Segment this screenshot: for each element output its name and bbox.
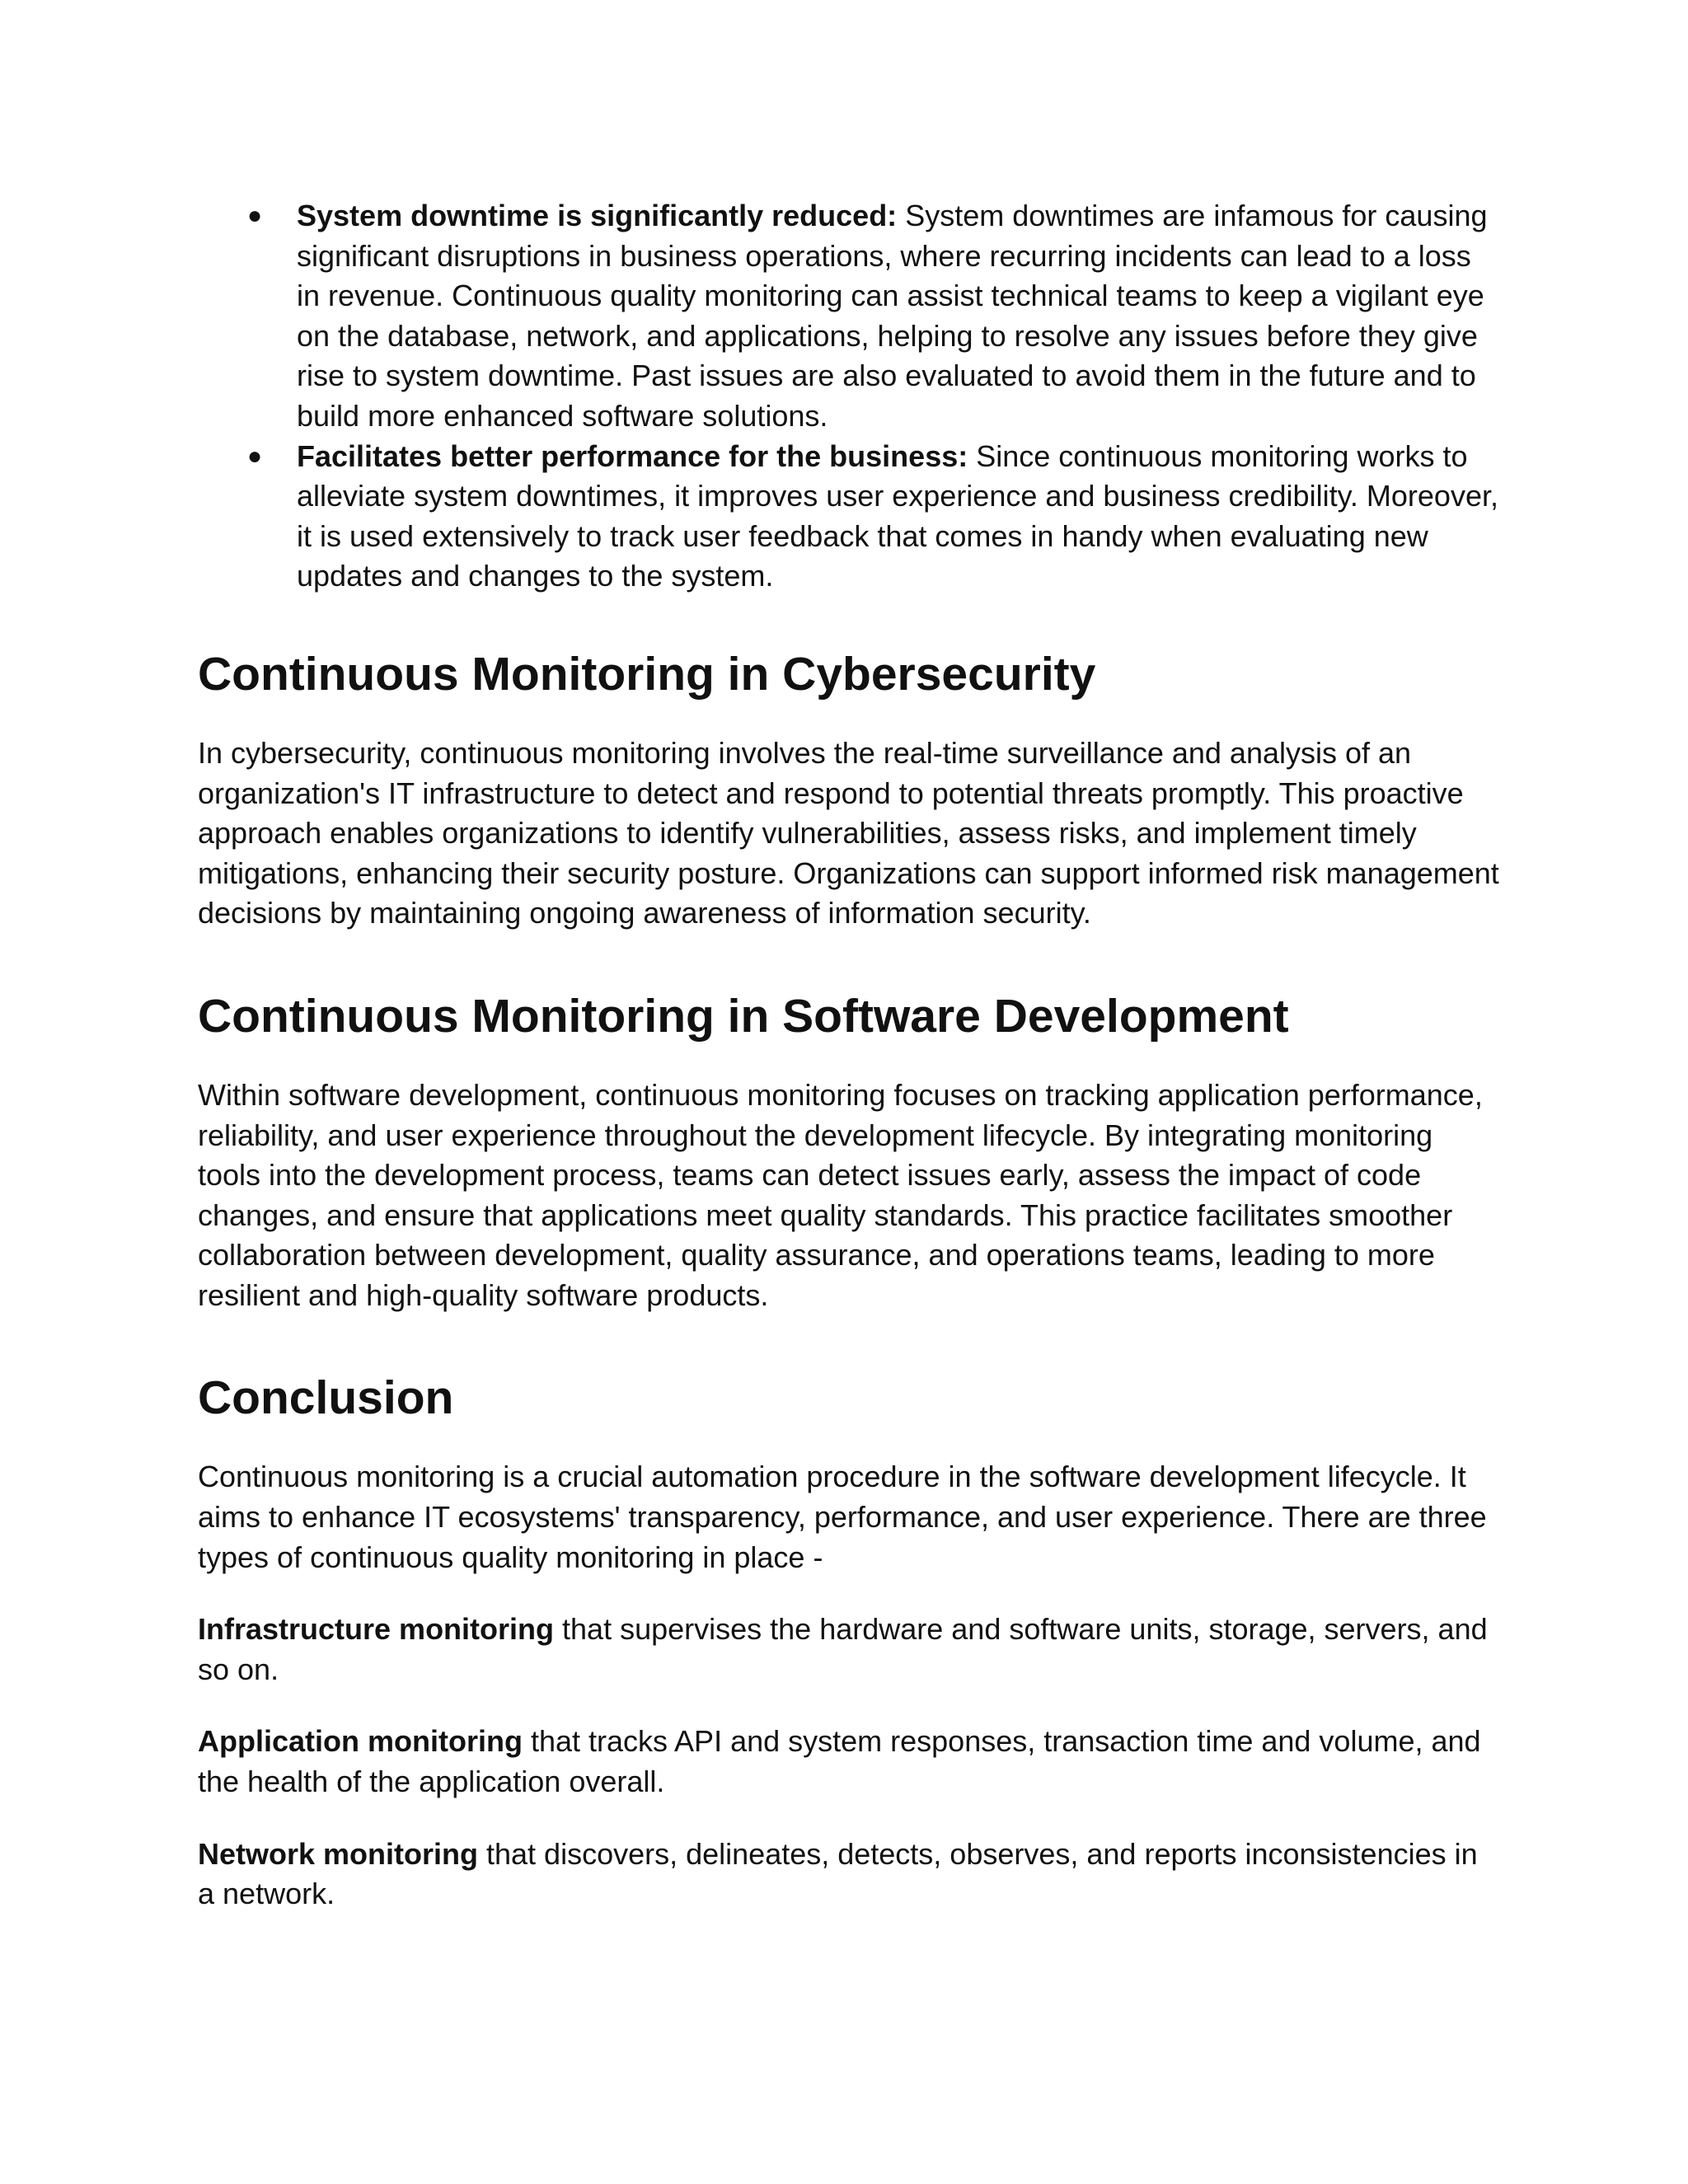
conclusion-paragraph: Continuous monitoring is a crucial automation procedure in the software development lifecycle. It aims to enhance IT ecosystems' transparency, performance, and user experience. There are three types of continuous quality monitoring in place - (198, 1460, 1487, 1574)
term-description: that supervises the hardware and software units, storage, servers, and so on. (198, 1612, 1488, 1686)
section-heading-conclusion: Conclusion (198, 1371, 454, 1425)
bullet-icon: ● (247, 442, 263, 470)
section-heading-cybersecurity: Continuous Monitoring in Cybersecurity (198, 647, 1096, 701)
software-development-paragraph: Within software development, continuous monitoring focuses on tracking application performance, reliability, and user experience throughout the development lifecycle. By integrating monitoring tools into the development process, teams can detect issues early, assess the impact of code changes, and ensure that applications meet quality standards. This practice facilitates smoother collaboration between development, quality assurance, and operations teams, leading to more resilient and high-quality software products. (198, 1077, 1483, 1312)
bullet-text: Since continuous monitoring works to alleviate system downtimes, it improves user experience and business credibility. Moreover, it is used extensively to track user feedback that comes in handy when evaluating new updates and changes to the system. (297, 438, 1498, 593)
bullet-text: System downtimes are infamous for causing significant disruptions in business operations, where recurring incidents can lead to a loss in revenue. Continuous quality monitoring can assist technical teams to keep a vigilant eye on the database, network, and applications, helping to resolve any issues before they give rise to system downtime. Past issues are also evaluated to avoid them in the future and to build more enhanced software solutions. (297, 199, 1488, 433)
list-item (198, 437, 1500, 597)
list-item (198, 196, 1500, 437)
bullet-lead: Facilitates better performance for the business: (297, 438, 968, 473)
infrastructure-monitoring-paragraph (198, 1610, 1500, 1690)
bullet-lead: System downtime is significantly reduced: (297, 199, 898, 232)
bullet-icon: ● (247, 202, 263, 229)
term-label: Application monitoring (198, 1724, 523, 1759)
cybersecurity-paragraph: In cybersecurity, continuous monitoring involves the real-time surveillance and analysis of an organization's IT infrastructure to detect and respond to potential threats promptly. This proactive approach enables organizations to identify vulnerabilities, assess risks, and implement timely mitigations, enhancing their security posture. Organizations can support informed risk management decisions by maintaining ongoing awareness of information security. (198, 735, 1499, 930)
term-label: Network monitoring (198, 1836, 478, 1871)
term-description: that discovers, delineates, detects, observes, and reports inconsistencies in a network. (198, 1836, 1478, 1911)
term-description: that tracks API and system responses, transaction time and volume, and the health of the application overall. (198, 1724, 1481, 1799)
document-page (198, 196, 1500, 1915)
section-heading-software-development: Continuous Monitoring in Software Development (198, 989, 1289, 1043)
application-monitoring-paragraph (198, 1722, 1500, 1802)
benefits-list (198, 196, 1500, 597)
term-label: Infrastructure monitoring (198, 1612, 555, 1647)
network-monitoring-paragraph (198, 1835, 1500, 1915)
